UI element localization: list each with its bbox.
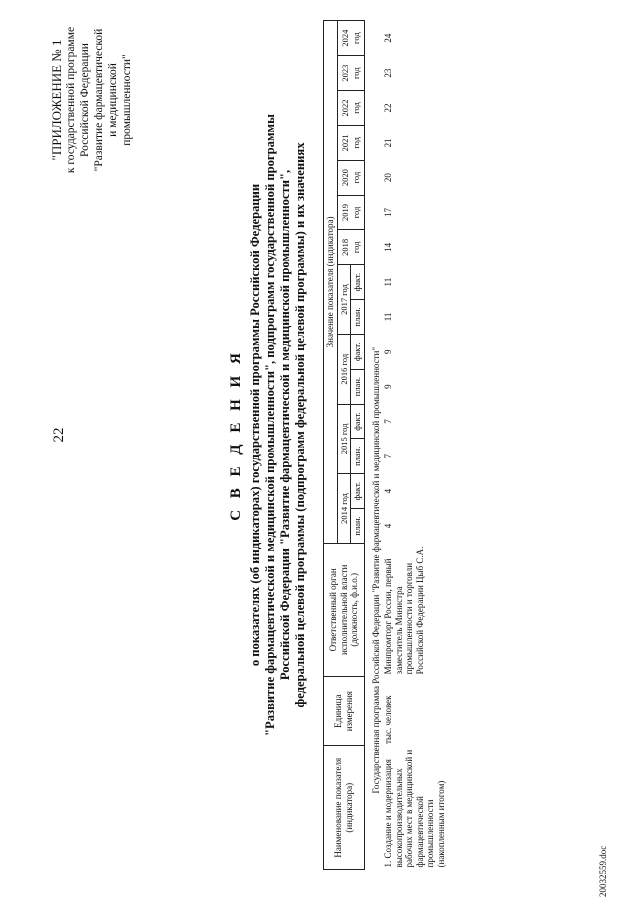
appendix-line: "Развитие фармацевтической bbox=[93, 28, 105, 172]
year-header: 2021 год bbox=[337, 125, 364, 160]
appendix-line: Российской Федерации bbox=[79, 43, 91, 157]
fact-header: факт. bbox=[351, 265, 365, 300]
plan-header: план. bbox=[351, 439, 365, 474]
indicator-name-cell bbox=[382, 746, 447, 870]
appendix-title: "ПРИЛОЖЕНИЕ № 1 bbox=[49, 39, 64, 161]
row-number: 1. bbox=[383, 860, 393, 868]
value-cell: 23 bbox=[383, 68, 393, 78]
document-title: С В Е Д Е Н И Я bbox=[228, 349, 244, 521]
plan-header: план. bbox=[351, 369, 365, 404]
indicators-table bbox=[323, 20, 447, 870]
year-header: 2017 год bbox=[337, 265, 351, 335]
fact-header: факт. bbox=[351, 404, 365, 439]
year-header: 2023 год bbox=[337, 56, 364, 91]
indicator-name: Создание и модернизация высокопроизводительных рабочих мест в медицинской и фармацевтической промышленности (накопленным итогом) bbox=[383, 749, 446, 868]
plan-header: план. bbox=[351, 509, 365, 544]
year-header: 2015 год bbox=[337, 404, 351, 474]
col-header-unit: Единица измерения bbox=[324, 676, 365, 746]
subtitle-line: "Развитие фармацевтической и медицинской промышленности", подпрограмм государственной программы bbox=[263, 114, 277, 736]
value-cell: 20 bbox=[383, 173, 393, 183]
year-header: 2024 год bbox=[337, 21, 364, 56]
col-header-values: Значение показателя (индикатора) bbox=[324, 21, 338, 544]
value-cell: 9 bbox=[383, 384, 393, 389]
program-row bbox=[364, 21, 382, 870]
year-header: 2018 год bbox=[337, 230, 364, 265]
col-header-name: Наименование показателя (индикатора) bbox=[324, 746, 365, 870]
subtitle-line: о показателях (об индикаторах) государственной программы Российской Федерации bbox=[248, 183, 262, 667]
value-cell: 4 bbox=[383, 488, 393, 494]
year-header: 2019 год bbox=[337, 195, 364, 230]
subtitle-line: Российской Федерации "Развитие фармацевтической и медицинской промышленности", bbox=[278, 169, 292, 681]
subtitle-line: федеральной целевой программы (подпрограмм федеральной целевой программы) и их значениях bbox=[293, 142, 307, 708]
unit-cell: тыс. человек bbox=[383, 695, 393, 744]
col-header-authority: Ответственный орган исполнительной власти (должность, ф.и.о.) bbox=[324, 543, 365, 676]
year-header: 2016 год bbox=[337, 334, 351, 404]
value-cell: 7 bbox=[383, 454, 393, 459]
value-cell: 4 bbox=[383, 523, 393, 529]
value-cell: 11 bbox=[383, 312, 393, 322]
appendix-header bbox=[50, 25, 134, 175]
table-row bbox=[382, 21, 447, 870]
fact-header: факт. bbox=[351, 334, 365, 369]
year-header: 2020 год bbox=[337, 160, 364, 195]
value-cell: 7 bbox=[383, 419, 393, 424]
fact-header: факт. bbox=[351, 474, 365, 509]
value-cell: 9 bbox=[383, 349, 393, 355]
value-cell: 14 bbox=[383, 242, 393, 252]
year-header: 2014 год bbox=[337, 474, 351, 544]
document-subtitle bbox=[248, 65, 308, 785]
page-number: 22 bbox=[51, 427, 67, 443]
appendix-line: и медицинской промышленности" bbox=[107, 54, 133, 146]
value-cell: 21 bbox=[383, 138, 393, 148]
value-cell: 11 bbox=[383, 277, 393, 287]
authority-cell: Минпромторг России, первый заместитель Министра промышленности и торговли Российской Федерации Цыб С.А. bbox=[383, 546, 425, 675]
year-header: 2022 год bbox=[337, 91, 364, 126]
value-cell: 17 bbox=[383, 207, 393, 217]
plan-header: план. bbox=[351, 300, 365, 335]
document-id: 20032559.doc bbox=[598, 845, 608, 897]
header-row bbox=[324, 21, 338, 870]
value-cell: 24 bbox=[383, 33, 393, 43]
program-title: Государственная программа Российской Федерации "Развитие фармацевтической и медицинской промышленности" bbox=[370, 346, 381, 794]
value-cell: 22 bbox=[383, 103, 393, 113]
appendix-line: к государственной программе bbox=[65, 26, 77, 174]
